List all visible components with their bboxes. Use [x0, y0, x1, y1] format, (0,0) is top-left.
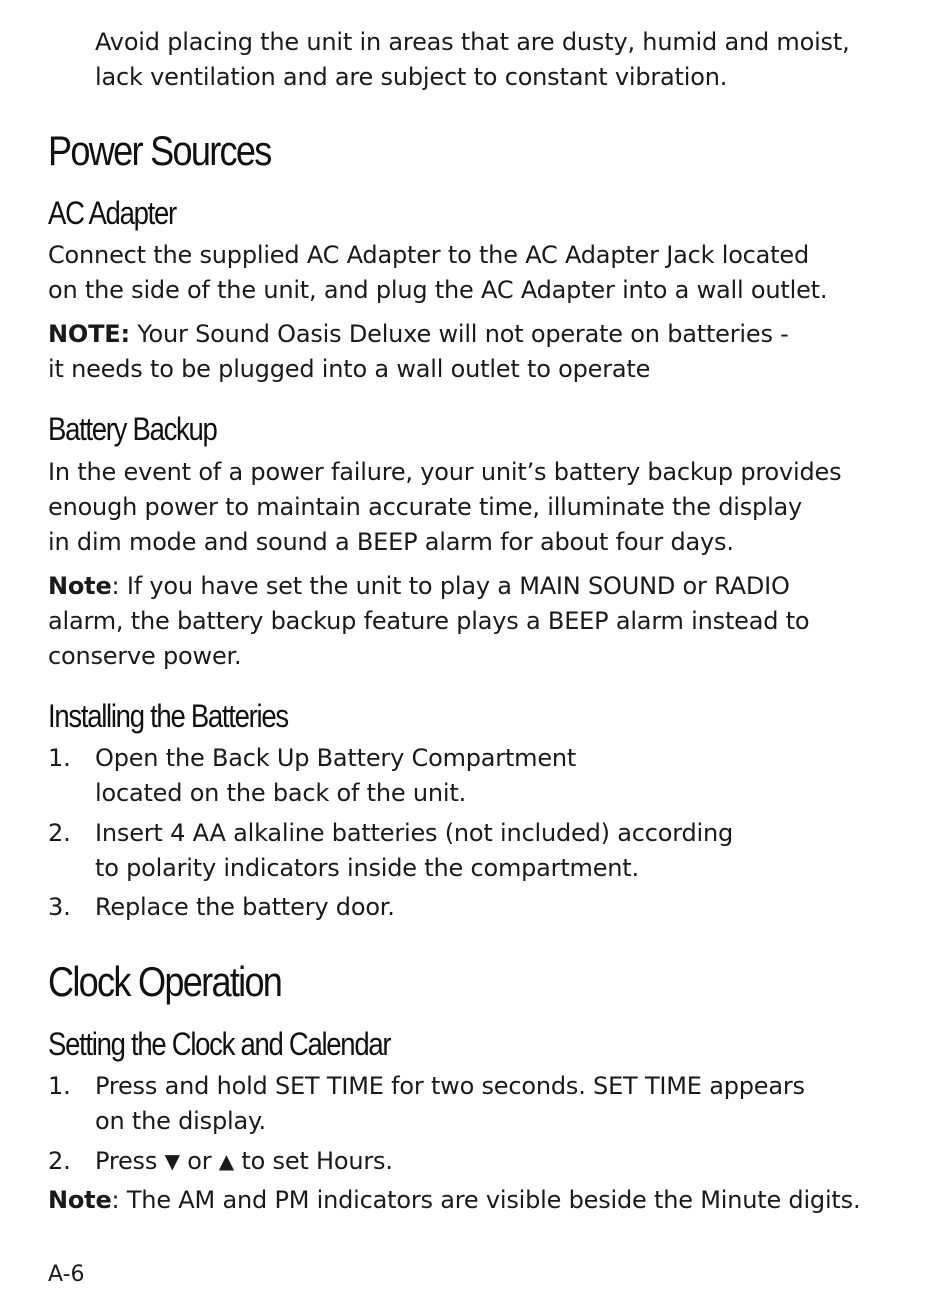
note-line-3: conserve power.	[48, 642, 242, 670]
ac-adapter-line-2: on the side of the unit, and plug the AC Adapter into a wall outlet.	[48, 276, 828, 304]
list-item-line-1: Press and hold SET TIME for two seconds. SET TIME appears	[95, 1072, 805, 1100]
list-item-line-2: located on the back of the unit.	[95, 779, 467, 807]
list-item-line-1: Replace the battery door.	[95, 893, 395, 921]
battery-backup-heading: Battery Backup	[48, 411, 217, 447]
list-number: 1.	[48, 1072, 71, 1100]
ac-adapter-paragraph	[48, 238, 827, 308]
list-number: 2.	[48, 819, 71, 847]
list-item-line-1: Insert 4 AA alkaline batteries (not included) according	[95, 819, 734, 847]
list-item-line-2: to polarity indicators inside the compartment.	[95, 854, 639, 882]
setting-clock-heading: Setting the Clock and Calendar	[48, 1026, 391, 1062]
ac-adapter-line-1: Connect the supplied AC Adapter to the AC Adapter Jack located	[48, 241, 809, 269]
list-number: 3.	[48, 893, 71, 921]
list-number: 2.	[48, 1147, 71, 1175]
battery-backup-line-3: in dim mode and sound a BEEP alarm for about four days.	[48, 528, 734, 556]
note-label: Note	[48, 1186, 112, 1214]
ac-adapter-note	[48, 317, 789, 387]
list-item-line-1: Open the Back Up Battery Compartment	[95, 744, 577, 772]
down-arrow-icon: ▼	[164, 1149, 180, 1173]
clock-note	[48, 1183, 860, 1218]
battery-backup-line-2: enough power to maintain accurate time, illuminate the display	[48, 493, 803, 521]
intro-line-1: Avoid placing the unit in areas that are dusty, humid and moist,	[95, 28, 850, 56]
intro-paragraph	[95, 25, 850, 95]
intro-line-2: lack ventilation and are subject to constant vibration.	[95, 63, 728, 91]
note-text: Your Sound Oasis Deluxe will not operate on batteries -	[129, 320, 789, 348]
list-item-line-2: on the display.	[95, 1107, 266, 1135]
note-line-2: it needs to be plugged into a wall outlet to operate	[48, 355, 651, 383]
list-item-text: Press	[95, 1147, 165, 1175]
list-item-text: or	[179, 1147, 219, 1175]
up-arrow-icon: ▲	[218, 1149, 234, 1173]
battery-backup-paragraph	[48, 455, 841, 560]
battery-backup-line-1: In the event of a power failure, your unit’s battery backup provides	[48, 458, 842, 486]
power-sources-heading: Power Sources	[48, 127, 271, 174]
list-item-text: to set Hours.	[233, 1147, 393, 1175]
note-label: Note	[48, 572, 112, 600]
installing-batteries-heading: Installing the Batteries	[48, 698, 288, 734]
list-number: 1.	[48, 744, 71, 772]
note-line-2: alarm, the battery backup feature plays a BEEP alarm instead to	[48, 607, 810, 635]
clock-operation-heading: Clock Operation	[48, 958, 282, 1005]
ac-adapter-heading: AC Adapter	[48, 195, 176, 231]
note-text: : If you have set the unit to play a MAIN SOUND or RADIO	[111, 572, 790, 600]
page-number: A-6	[48, 1262, 85, 1287]
battery-backup-note	[48, 569, 809, 674]
note-label: NOTE:	[48, 320, 130, 348]
note-text: : The AM and PM indicators are visible beside the Minute digits.	[111, 1186, 861, 1214]
